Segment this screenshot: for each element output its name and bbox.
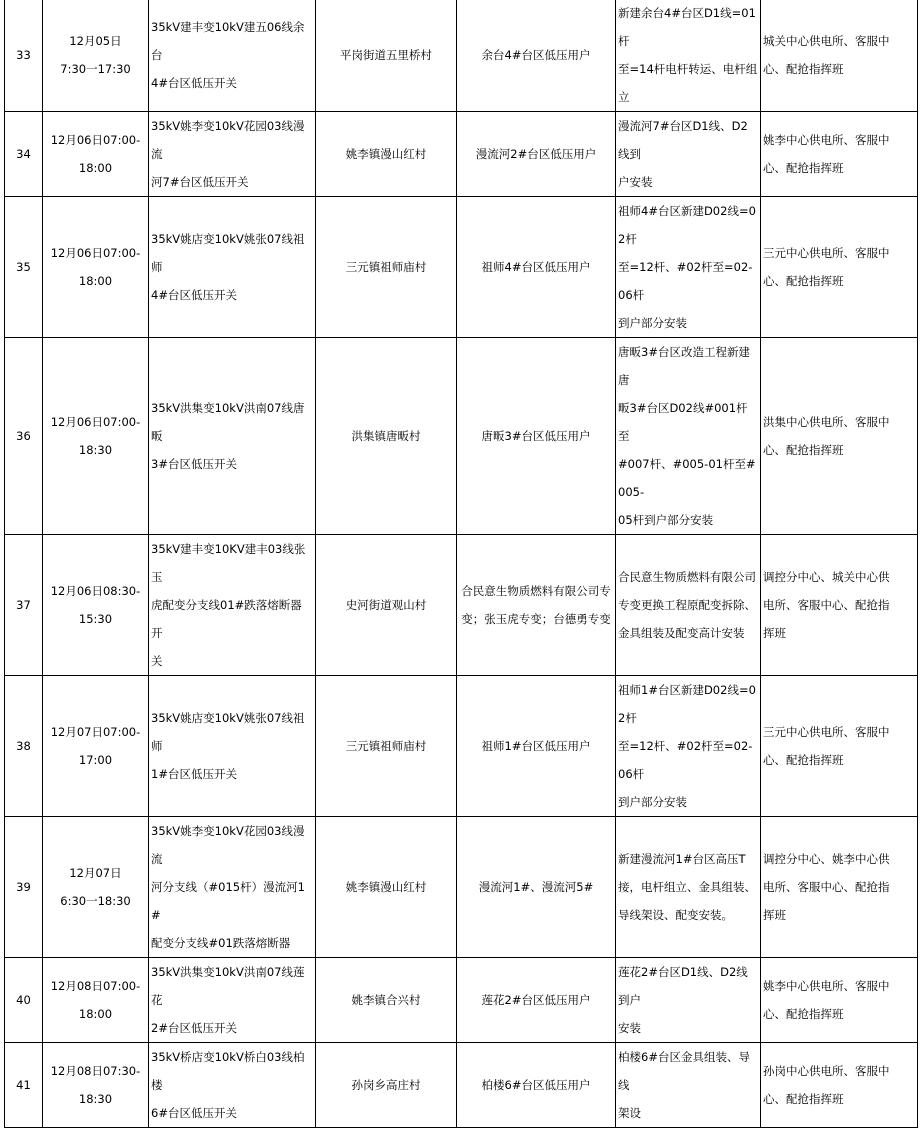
cell-time-line: 15:30 bbox=[78, 612, 113, 626]
cell-work-content-line: 至=12杆、#02杆至=02-06杆 bbox=[618, 260, 753, 302]
cell-time bbox=[43, 535, 149, 676]
cell-affected-users-line: 祖师1#台区低压用户 bbox=[481, 739, 591, 753]
cell-work-content-line: 柏楼6#台区金具组装、导线 bbox=[618, 1050, 750, 1092]
cell-affected-users-line: 合民意生物质燃料有限公司专 bbox=[461, 584, 611, 598]
cell-work-content bbox=[616, 535, 761, 676]
cell-responsible-unit-line: 调控分中心、姚李中心供 bbox=[763, 852, 890, 866]
cell-work-content-line: 莲花2#台区D1线、D2线到户 bbox=[618, 965, 748, 1007]
cell-affected-users-line: 莲花2#台区低压用户 bbox=[481, 993, 591, 1007]
cell-time-line: 12月05日 bbox=[69, 34, 122, 48]
cell-outage-line-line: 1#台区低压开关 bbox=[151, 767, 237, 781]
cell-outage-line bbox=[149, 817, 316, 958]
cell-time-line: 12月07日07:00- bbox=[50, 725, 141, 739]
cell-responsible-unit-line: 挥班 bbox=[763, 626, 786, 640]
cell-work-content-line: 金具组装及配变高计安装 bbox=[618, 626, 745, 640]
cell-time bbox=[43, 197, 149, 338]
cell-responsible-unit bbox=[761, 197, 918, 338]
cell-affected-users bbox=[457, 535, 616, 676]
cell-time bbox=[43, 676, 149, 817]
cell-responsible-unit-line: 三元中心供电所、客服中 bbox=[763, 246, 890, 260]
table-row bbox=[5, 817, 918, 958]
cell-time-line: 12月08日07:00- bbox=[50, 979, 141, 993]
cell-responsible-unit bbox=[761, 958, 918, 1043]
cell-affected-users bbox=[457, 817, 616, 958]
cell-responsible-unit-line: 心、配抢指挥班 bbox=[763, 1007, 844, 1021]
cell-work-content-line: 新建余台4#台区D1线=01杆 bbox=[618, 6, 756, 48]
cell-work-content-line: 至=14杆电杆转运、电杆组 bbox=[618, 62, 758, 76]
cell-work-content-line: 户安装 bbox=[618, 175, 653, 189]
cell-responsible-unit bbox=[761, 676, 918, 817]
cell-affected-users bbox=[457, 197, 616, 338]
cell-outage-line-line: 2#台区低压开关 bbox=[151, 1021, 237, 1035]
cell-time-line: 18:00 bbox=[78, 1007, 113, 1021]
cell-responsible-unit bbox=[761, 535, 918, 676]
cell-outage-line-line: 35kV建丰变10kV建五06线余台 bbox=[151, 20, 305, 62]
cell-number: 35 bbox=[5, 197, 43, 338]
cell-time-line: 17:00 bbox=[78, 753, 113, 767]
cell-affected-users-line: 唐畈3#台区低压用户 bbox=[481, 429, 591, 443]
cell-area: 姚李镇合兴村 bbox=[316, 958, 457, 1043]
cell-time-line: 12月06日07:00- bbox=[50, 133, 141, 147]
cell-time bbox=[43, 817, 149, 958]
cell-time-line: 12月06日07:00- bbox=[50, 246, 141, 260]
cell-responsible-unit-line: 电所、客服中心、配抢指 bbox=[763, 880, 890, 894]
cell-number: 39 bbox=[5, 817, 43, 958]
cell-outage-line bbox=[149, 338, 316, 535]
cell-responsible-unit bbox=[761, 1043, 918, 1128]
cell-affected-users bbox=[457, 1043, 616, 1128]
cell-number: 33 bbox=[5, 0, 43, 112]
cell-affected-users bbox=[457, 0, 616, 112]
cell-number: 40 bbox=[5, 958, 43, 1043]
cell-outage-line-line: 35kV姚李变10kV花园03线漫流 bbox=[151, 824, 305, 866]
cell-work-content-line: 漫流河7#台区D1线、D2线到 bbox=[618, 119, 748, 161]
cell-outage-line bbox=[149, 535, 316, 676]
cell-responsible-unit-line: 三元中心供电所、客服中 bbox=[763, 725, 890, 739]
cell-outage-line-line: 35kV洪集变10kV洪南07线唐畈 bbox=[151, 401, 305, 443]
cell-time-line: 12月07日 bbox=[69, 866, 122, 880]
cell-affected-users-line: 漫流河1#、漫流河5# bbox=[478, 880, 594, 894]
cell-area: 姚李镇漫山红村 bbox=[316, 112, 457, 197]
cell-work-content-line: 接，电杆组立、金具组装、 bbox=[618, 880, 756, 894]
cell-affected-users-line: 柏楼6#台区低压用户 bbox=[481, 1078, 591, 1092]
cell-affected-users bbox=[457, 112, 616, 197]
cell-work-content bbox=[616, 817, 761, 958]
cell-outage-line-line: 4#台区低压开关 bbox=[151, 288, 237, 302]
cell-outage-line bbox=[149, 958, 316, 1043]
table-row bbox=[5, 535, 918, 676]
cell-time bbox=[43, 958, 149, 1043]
table-body bbox=[5, 0, 918, 1128]
cell-area: 孙岗乡高庄村 bbox=[316, 1043, 457, 1128]
cell-outage-line-line: 4#台区低压开关 bbox=[151, 76, 237, 90]
cell-time-line: 7:30一17:30 bbox=[60, 62, 131, 76]
cell-responsible-unit bbox=[761, 112, 918, 197]
cell-responsible-unit-line: 调控分中心、城关中心供 bbox=[763, 570, 890, 584]
cell-outage-line-line: 关 bbox=[151, 654, 163, 668]
cell-time-line: 18:30 bbox=[78, 443, 113, 457]
cell-responsible-unit-line: 心、配抢指挥班 bbox=[763, 443, 844, 457]
cell-responsible-unit-line: 心、配抢指挥班 bbox=[763, 62, 844, 76]
cell-responsible-unit-line: 城关中心供电所、客服中 bbox=[763, 34, 890, 48]
cell-work-content-line: 到户部分安装 bbox=[618, 795, 687, 809]
cell-responsible-unit-line: 电所、客服中心、配抢指 bbox=[763, 598, 890, 612]
cell-responsible-unit bbox=[761, 338, 918, 535]
cell-time-line: 6:30一18:30 bbox=[60, 894, 131, 908]
cell-responsible-unit-line: 心、配抢指挥班 bbox=[763, 274, 844, 288]
cell-work-content bbox=[616, 676, 761, 817]
cell-outage-line-line: 35kV桥店变10kV桥白03线柏楼 bbox=[151, 1050, 305, 1092]
cell-outage-line-line: 配变分支线#01跌落熔断器 bbox=[151, 936, 291, 950]
cell-work-content-line: 至=12杆、#02杆至=02-06杆 bbox=[618, 739, 753, 781]
cell-work-content-line: 到户部分安装 bbox=[618, 316, 687, 330]
cell-affected-users-line: 变；张玉虎专变；台德勇专变 bbox=[461, 612, 611, 626]
cell-work-content-line: #007杆、#005-01杆至#005- bbox=[618, 457, 756, 499]
cell-work-content-line: 唐畈3#台区改造工程新建唐 bbox=[618, 345, 750, 387]
cell-time bbox=[43, 1043, 149, 1128]
cell-responsible-unit-line: 挥班 bbox=[763, 908, 786, 922]
cell-outage-line-line: 河分支线（#015杆）漫流河1# bbox=[151, 880, 305, 922]
cell-work-content-line: 安装 bbox=[618, 1021, 641, 1035]
cell-area: 三元镇祖师庙村 bbox=[316, 676, 457, 817]
cell-responsible-unit-line: 姚李中心供电所、客服中 bbox=[763, 133, 890, 147]
cell-responsible-unit bbox=[761, 0, 918, 112]
cell-work-content-line: 导线架设、配变安装。 bbox=[618, 908, 733, 922]
cell-time-line: 18:00 bbox=[78, 274, 113, 288]
cell-time bbox=[43, 0, 149, 112]
cell-time-line: 12月06日08:30- bbox=[50, 584, 141, 598]
cell-outage-line-line: 3#台区低压开关 bbox=[151, 457, 237, 471]
cell-outage-line-line: 35kV姚李变10kV花园03线漫流 bbox=[151, 119, 305, 161]
cell-work-content-line: 合民意生物质燃料有限公司 bbox=[618, 570, 756, 584]
table-row bbox=[5, 1043, 918, 1128]
cell-work-content bbox=[616, 338, 761, 535]
cell-outage-line-line: 35kV姚店变10kV姚张07线祖师 bbox=[151, 232, 305, 274]
cell-work-content bbox=[616, 958, 761, 1043]
cell-time-line: 12月06日07:00- bbox=[50, 415, 141, 429]
cell-outage-line bbox=[149, 197, 316, 338]
cell-work-content-line: 立 bbox=[618, 90, 630, 104]
cell-outage-line-line: 35kV洪集变10kV洪南07线莲花 bbox=[151, 965, 305, 1007]
cell-responsible-unit-line: 心、配抢指挥班 bbox=[763, 753, 844, 767]
cell-area: 史河街道观山村 bbox=[316, 535, 457, 676]
cell-outage-line-line: 35kV建丰变10KV建丰03线张玉 bbox=[151, 542, 306, 584]
cell-work-content-line: 专变更换工程原配变拆除、 bbox=[618, 598, 756, 612]
cell-work-content bbox=[616, 197, 761, 338]
cell-area: 三元镇祖师庙村 bbox=[316, 197, 457, 338]
cell-outage-line bbox=[149, 112, 316, 197]
cell-affected-users-line: 余台4#台区低压用户 bbox=[481, 48, 591, 62]
cell-responsible-unit-line: 心、配抢指挥班 bbox=[763, 1092, 844, 1106]
outage-schedule-table bbox=[4, 0, 918, 1128]
table-row bbox=[5, 112, 918, 197]
cell-affected-users-line: 祖师4#台区低压用户 bbox=[481, 260, 591, 274]
cell-responsible-unit-line: 心、配抢指挥班 bbox=[763, 161, 844, 175]
cell-work-content-line: 祖师4#台区新建D02线=02杆 bbox=[618, 204, 756, 246]
cell-area: 平岗街道五里桥村 bbox=[316, 0, 457, 112]
cell-number: 38 bbox=[5, 676, 43, 817]
cell-work-content bbox=[616, 0, 761, 112]
cell-affected-users bbox=[457, 338, 616, 535]
cell-time bbox=[43, 112, 149, 197]
cell-number: 34 bbox=[5, 112, 43, 197]
cell-area: 洪集镇唐畈村 bbox=[316, 338, 457, 535]
cell-responsible-unit-line: 洪集中心供电所、客服中 bbox=[763, 415, 890, 429]
cell-affected-users bbox=[457, 958, 616, 1043]
cell-time-line: 18:30 bbox=[78, 1092, 113, 1106]
cell-affected-users-line: 漫流河2#台区低压用户 bbox=[475, 147, 597, 161]
cell-time-line: 18:00 bbox=[78, 161, 113, 175]
cell-work-content-line: 架设 bbox=[618, 1106, 641, 1120]
cell-outage-line-line: 6#台区低压开关 bbox=[151, 1106, 237, 1120]
cell-area: 姚李镇漫山红村 bbox=[316, 817, 457, 958]
table-row bbox=[5, 0, 918, 112]
cell-work-content-line: 畈3#台区D02线#001杆至 bbox=[618, 401, 748, 443]
cell-work-content-line: 祖师1#台区新建D02线=02杆 bbox=[618, 683, 756, 725]
cell-outage-line bbox=[149, 1043, 316, 1128]
cell-work-content-line: 新建漫流河1#台区高压T bbox=[618, 852, 746, 866]
cell-affected-users bbox=[457, 676, 616, 817]
cell-number: 41 bbox=[5, 1043, 43, 1128]
table-row bbox=[5, 197, 918, 338]
cell-work-content bbox=[616, 1043, 761, 1128]
cell-outage-line-line: 虎配变分支线01#跌落熔断器开 bbox=[151, 598, 302, 640]
cell-number: 36 bbox=[5, 338, 43, 535]
cell-outage-line-line: 河7#台区低压开关 bbox=[151, 175, 249, 189]
cell-work-content bbox=[616, 112, 761, 197]
table-row bbox=[5, 676, 918, 817]
cell-outage-line bbox=[149, 676, 316, 817]
cell-responsible-unit-line: 姚李中心供电所、客服中 bbox=[763, 979, 890, 993]
table-row bbox=[5, 958, 918, 1043]
cell-responsible-unit bbox=[761, 817, 918, 958]
cell-time-line: 12月08日07:30- bbox=[50, 1064, 141, 1078]
cell-work-content-line: 05杆到户部分安装 bbox=[618, 513, 714, 527]
cell-outage-line-line: 35kV姚店变10kV姚张07线祖师 bbox=[151, 711, 305, 753]
cell-outage-line bbox=[149, 0, 316, 112]
table-row bbox=[5, 338, 918, 535]
cell-time bbox=[43, 338, 149, 535]
cell-responsible-unit-line: 孙岗中心供电所、客服中 bbox=[763, 1064, 890, 1078]
cell-number: 37 bbox=[5, 535, 43, 676]
